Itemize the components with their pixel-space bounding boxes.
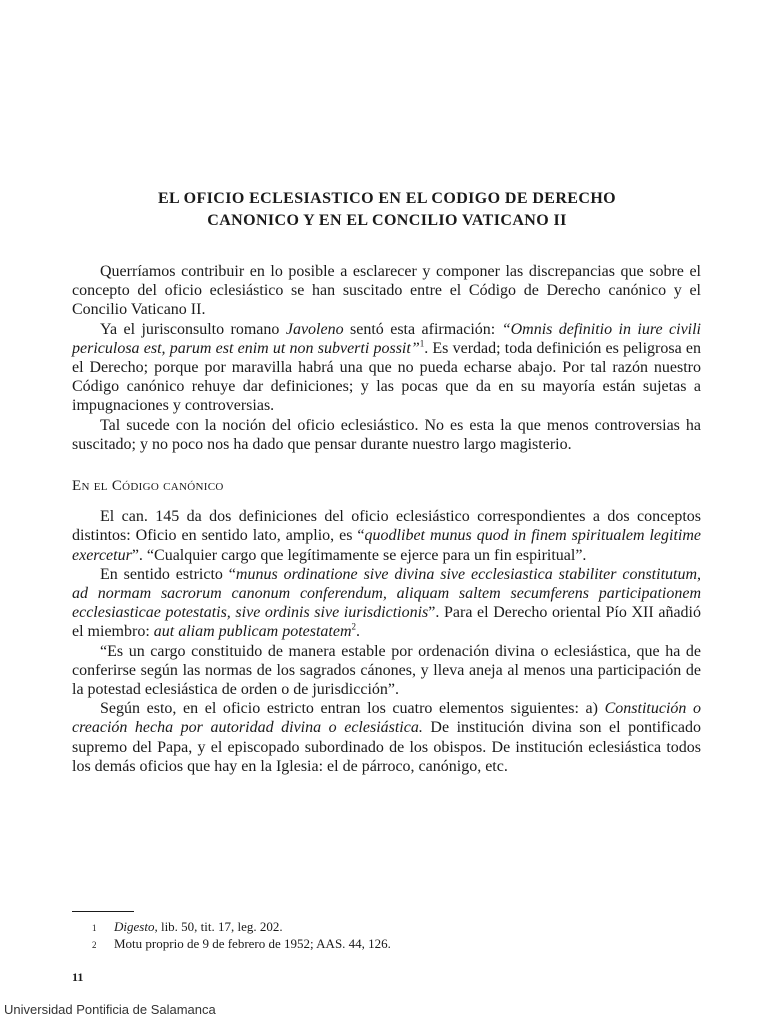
title-line-1: EL OFICIO ECLESIASTICO EN EL CODIGO DE DERECHO xyxy=(157,190,617,207)
section-heading: En el Código canónico xyxy=(72,478,224,495)
footnote-2: 2 Motu proprio de 9 de febrero de 1952; AAS. 44, 126. xyxy=(92,936,391,951)
latin-quote: “Omnis definitio in iure civili periculosa est, parum est enim ut non subverti possit” xyxy=(72,320,702,357)
article-body xyxy=(72,262,701,776)
footnote-ref-1[interactable]: 1 xyxy=(419,338,425,349)
author-name: Javoleno xyxy=(285,320,344,338)
paragraph-2: Ya el jurisconsulto romano Javoleno sentó esta afirmación: “Omnis definitio in iure civili periculosa est, parum est enim ut non subverti possit”$^1$. Es verdad; toda definición es peligrosa en el Derecho; porque por maravilla habrá una que no pueda echarse abajo. Por tal razón nuestro Código canónico rehuye dar definiciones; y las pocas que da en su mayoría están sujetas a impugnaciones y controversias. xyxy=(72,320,702,415)
footnote-1: 1 Digesto, lib. 50, tit. 17, leg. 202. xyxy=(92,919,283,934)
title-line-2: CANONICO Y EN EL CONCILIO VATICANO II xyxy=(207,212,567,229)
article-title xyxy=(72,188,702,232)
watermark-footer: Universidad Pontificia de Salamanca xyxy=(4,1002,216,1017)
paragraph-1: Querríamos contribuir en lo posible a esclarecer y componer las discrepancias que sobre el concepto del oficio eclesiástico se han suscitado entre el Código de Derecho canónico y el Concilio Vaticano II. xyxy=(72,263,701,319)
paragraph-4: El can. 145 da dos definiciones del oficio eclesiástico correspondientes a dos conceptos distintos: Oficio en sentido lato, amplio, es “quodlibet munus quod in finem spiritualem legitime exercetur”. “Cualquier cargo que legítimamente se ejerce para un fin espiritual”. xyxy=(72,508,702,564)
paragraph-6: “Es un cargo constituido de manera estable por ordenación divina o eclesiástica, que ha de conferirse según las normas de los sagrados cánones, y lleva aneja al menos una participación de la potestad eclesiástica de orden o de jurisdicción”. xyxy=(72,642,701,699)
footnote-divider xyxy=(72,911,134,912)
paragraph-5: En sentido estricto “munus ordinatione sive divina sive ecclesiastica stabiliter constitutum, ad normam sacrorum canonum conferendum, aliquam saltem secumferens participationem ecclesiasticae potestatis, sive ordinis sive iurisdictionis”. Para el Derecho oriental Pío XII añadió el miembro: aut aliam publicam potestatem$^2$. xyxy=(72,565,702,641)
paragraph-3: Tal sucede con la noción del oficio eclesiástico. No es esta la que menos controversias ha suscitado; y no poco nos ha dado que pensar durante nuestro largo magisterio. xyxy=(72,416,701,453)
footnote-ref-2[interactable]: 2 xyxy=(351,622,357,633)
footnotes xyxy=(92,919,692,953)
paragraph-7: Según esto, en el oficio estricto entran los cuatro elementos siguientes: a) Constitución o creación hecha por autoridad divina o eclesiástica. De institución divina son el pontificado supremo del Papa, y el episcopado subordinado de los obispos. De institución eclesiástica todos los demás oficios que hay en la Iglesia: el de párroco, canónigo, etc. xyxy=(72,700,702,775)
page-number: 11 xyxy=(72,970,84,984)
